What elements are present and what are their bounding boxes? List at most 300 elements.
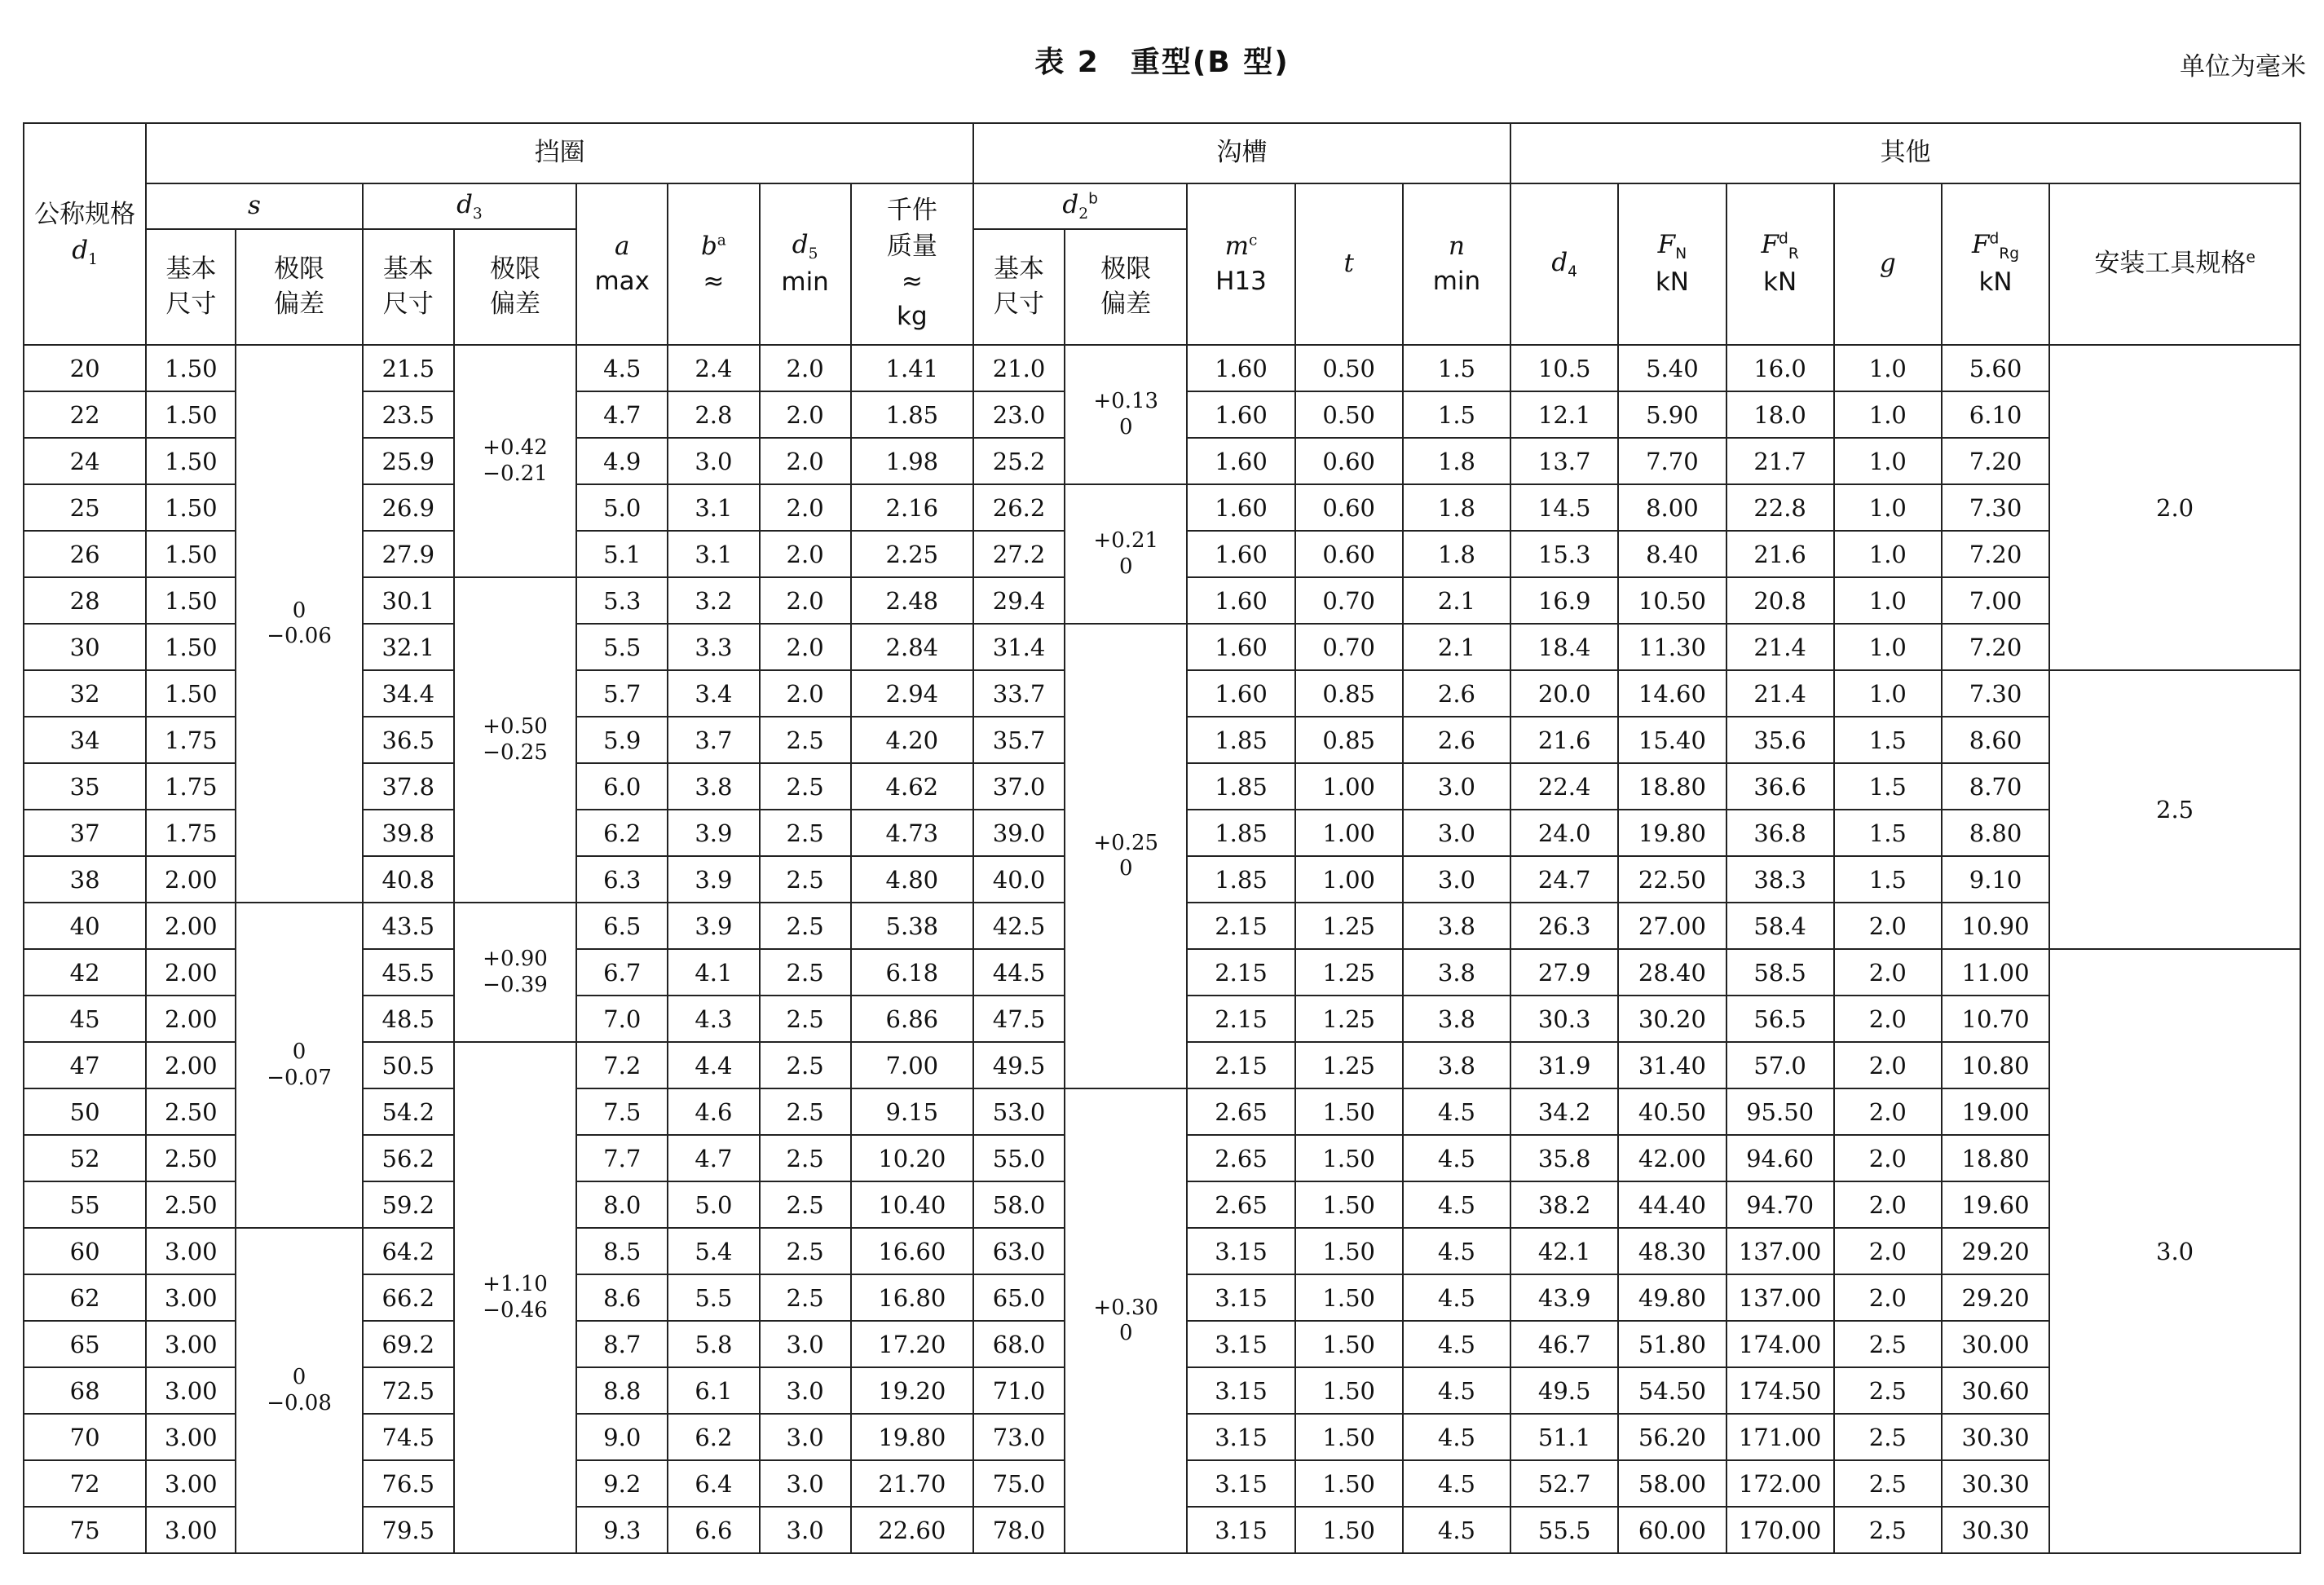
header-s-basic: 基本尺寸 — [146, 229, 236, 345]
cell-g: 1.0 — [1834, 438, 1942, 484]
cell-n: 4.5 — [1403, 1228, 1510, 1274]
cell-d4: 20.0 — [1510, 670, 1618, 717]
cell-d2: 53.0 — [973, 1088, 1065, 1135]
cell-FN: 7.70 — [1618, 438, 1726, 484]
cell-d3: 45.5 — [363, 949, 454, 996]
cell-FR: 16.0 — [1726, 345, 1834, 391]
cell-g: 2.0 — [1834, 1274, 1942, 1321]
cell-m: 3.15 — [1187, 1414, 1294, 1460]
cell-s: 1.75 — [146, 810, 236, 856]
cell-n: 4.5 — [1403, 1507, 1510, 1553]
cell-g: 1.0 — [1834, 484, 1942, 531]
cell-FR: 171.00 — [1726, 1414, 1834, 1460]
cell-b: 2.4 — [668, 345, 759, 391]
cell-g: 2.0 — [1834, 1042, 1942, 1088]
table-row — [24, 1088, 2300, 1135]
cell-FR: 20.8 — [1726, 577, 1834, 624]
header-t: t — [1295, 183, 1403, 345]
cell-tool: 2.5 — [2049, 670, 2300, 949]
cell-g: 2.0 — [1834, 903, 1942, 949]
header-d3-basic: 基本尺寸 — [363, 229, 454, 345]
cell-tool: 2.0 — [2049, 345, 2300, 670]
cell-a: 8.5 — [576, 1228, 668, 1274]
cell-s: 2.00 — [146, 856, 236, 903]
cell-d5: 3.0 — [760, 1367, 851, 1414]
cell-b: 3.9 — [668, 856, 759, 903]
cell-d4: 13.7 — [1510, 438, 1618, 484]
cell-a: 8.8 — [576, 1367, 668, 1414]
cell-t: 1.00 — [1295, 856, 1403, 903]
cell-mass: 6.86 — [851, 996, 973, 1042]
cell-mass: 4.73 — [851, 810, 973, 856]
cell-FRg: 7.20 — [1942, 624, 2049, 670]
header-d2-tolerance: 极限偏差 — [1065, 229, 1187, 345]
cell-d2: 27.2 — [973, 531, 1065, 577]
cell-FN: 56.20 — [1618, 1414, 1726, 1460]
cell-a: 9.2 — [576, 1460, 668, 1507]
cell-m: 2.65 — [1187, 1135, 1294, 1181]
cell-n: 4.5 — [1403, 1367, 1510, 1414]
cell-s: 2.00 — [146, 1042, 236, 1088]
cell-s: 2.50 — [146, 1135, 236, 1181]
cell-b: 5.4 — [668, 1228, 759, 1274]
cell-a: 5.9 — [576, 717, 668, 763]
cell-g: 2.0 — [1834, 996, 1942, 1042]
cell-d3: 25.9 — [363, 438, 454, 484]
cell-n: 1.5 — [1403, 391, 1510, 438]
cell-FRg: 7.30 — [1942, 670, 2049, 717]
cell-FRg: 30.30 — [1942, 1507, 2049, 1553]
cell-mass: 2.84 — [851, 624, 973, 670]
header-d5: $d_5$ min — [760, 183, 851, 345]
cell-FN: 11.30 — [1618, 624, 1726, 670]
cell-d3: 26.9 — [363, 484, 454, 531]
cell-m: 1.60 — [1187, 438, 1294, 484]
cell-n: 1.8 — [1403, 484, 1510, 531]
cell-t: 1.25 — [1295, 903, 1403, 949]
cell-FR: 58.4 — [1726, 903, 1834, 949]
cell-d1: 34 — [24, 717, 146, 763]
cell-n: 2.1 — [1403, 577, 1510, 624]
cell-t: 0.70 — [1295, 624, 1403, 670]
cell-b: 3.7 — [668, 717, 759, 763]
cell-mass: 2.16 — [851, 484, 973, 531]
s-tol-cell: 0 −0.08 — [236, 1228, 362, 1553]
cell-d3: 37.8 — [363, 763, 454, 810]
cell-t: 0.50 — [1295, 391, 1403, 438]
cell-d2: 58.0 — [973, 1181, 1065, 1228]
cell-d5: 2.5 — [760, 810, 851, 856]
cell-a: 7.0 — [576, 996, 668, 1042]
cell-FN: 5.40 — [1618, 345, 1726, 391]
cell-t: 1.00 — [1295, 763, 1403, 810]
cell-d5: 2.0 — [760, 484, 851, 531]
cell-d1: 60 — [24, 1228, 146, 1274]
cell-d1: 45 — [24, 996, 146, 1042]
cell-b: 3.9 — [668, 810, 759, 856]
cell-FN: 22.50 — [1618, 856, 1726, 903]
cell-d5: 2.5 — [760, 763, 851, 810]
cell-a: 6.7 — [576, 949, 668, 996]
cell-d1: 30 — [24, 624, 146, 670]
cell-FRg: 6.10 — [1942, 391, 2049, 438]
cell-b: 5.5 — [668, 1274, 759, 1321]
cell-d3: 30.1 — [363, 577, 454, 624]
cell-mass: 2.48 — [851, 577, 973, 624]
cell-g: 2.0 — [1834, 1135, 1942, 1181]
cell-FR: 22.8 — [1726, 484, 1834, 531]
cell-FN: 27.00 — [1618, 903, 1726, 949]
cell-d5: 2.0 — [760, 345, 851, 391]
cell-mass: 19.20 — [851, 1367, 973, 1414]
cell-s: 1.50 — [146, 670, 236, 717]
cell-n: 1.8 — [1403, 438, 1510, 484]
cell-m: 3.15 — [1187, 1228, 1294, 1274]
cell-t: 1.50 — [1295, 1228, 1403, 1274]
cell-d3: 79.5 — [363, 1507, 454, 1553]
cell-d2: 35.7 — [973, 717, 1065, 763]
cell-d3: 56.2 — [363, 1135, 454, 1181]
cell-d3: 69.2 — [363, 1321, 454, 1367]
cell-FN: 42.00 — [1618, 1135, 1726, 1181]
cell-FN: 14.60 — [1618, 670, 1726, 717]
cell-d2: 37.0 — [973, 763, 1065, 810]
cell-a: 7.5 — [576, 1088, 668, 1135]
cell-d4: 51.1 — [1510, 1414, 1618, 1460]
cell-s: 2.00 — [146, 996, 236, 1042]
cell-d1: 50 — [24, 1088, 146, 1135]
cell-d2: 78.0 — [973, 1507, 1065, 1553]
cell-m: 1.60 — [1187, 391, 1294, 438]
d3-tol-cell: +0.42 −0.21 — [454, 345, 576, 577]
cell-s: 2.50 — [146, 1088, 236, 1135]
cell-s: 2.00 — [146, 949, 236, 996]
d2-tol-cell: +0.13 0 — [1065, 345, 1187, 484]
cell-d1: 47 — [24, 1042, 146, 1088]
cell-FR: 170.00 — [1726, 1507, 1834, 1553]
cell-d4: 26.3 — [1510, 903, 1618, 949]
cell-d2: 23.0 — [973, 391, 1065, 438]
cell-d1: 68 — [24, 1367, 146, 1414]
cell-m: 1.85 — [1187, 810, 1294, 856]
cell-d3: 40.8 — [363, 856, 454, 903]
cell-n: 3.8 — [1403, 903, 1510, 949]
cell-FR: 94.60 — [1726, 1135, 1834, 1181]
cell-d2: 47.5 — [973, 996, 1065, 1042]
cell-n: 3.8 — [1403, 1042, 1510, 1088]
cell-d4: 42.1 — [1510, 1228, 1618, 1274]
cell-b: 4.7 — [668, 1135, 759, 1181]
cell-a: 5.1 — [576, 531, 668, 577]
cell-b: 3.1 — [668, 531, 759, 577]
cell-b: 3.2 — [668, 577, 759, 624]
cell-d1: 25 — [24, 484, 146, 531]
cell-a: 6.5 — [576, 903, 668, 949]
cell-FRg: 19.00 — [1942, 1088, 2049, 1135]
cell-s: 1.50 — [146, 438, 236, 484]
cell-t: 1.50 — [1295, 1507, 1403, 1553]
cell-FR: 21.7 — [1726, 438, 1834, 484]
cell-n: 4.5 — [1403, 1181, 1510, 1228]
d2-tol-cell: +0.25 0 — [1065, 624, 1187, 1088]
header-d4: $d_4$ — [1510, 183, 1618, 345]
cell-d4: 24.0 — [1510, 810, 1618, 856]
cell-d3: 59.2 — [363, 1181, 454, 1228]
cell-m: 1.60 — [1187, 531, 1294, 577]
cell-mass: 1.85 — [851, 391, 973, 438]
cell-FRg: 9.10 — [1942, 856, 2049, 903]
cell-d2: 26.2 — [973, 484, 1065, 531]
cell-d4: 18.4 — [1510, 624, 1618, 670]
cell-t: 1.50 — [1295, 1414, 1403, 1460]
cell-b: 3.9 — [668, 903, 759, 949]
s-tol-cell: 0 −0.06 — [236, 345, 362, 903]
cell-d5: 2.5 — [760, 949, 851, 996]
cell-t: 1.25 — [1295, 1042, 1403, 1088]
cell-d5: 2.5 — [760, 1135, 851, 1181]
cell-d4: 35.8 — [1510, 1135, 1618, 1181]
cell-g: 2.0 — [1834, 949, 1942, 996]
cell-FN: 10.50 — [1618, 577, 1726, 624]
cell-d2: 73.0 — [973, 1414, 1065, 1460]
cell-n: 3.0 — [1403, 763, 1510, 810]
cell-m: 1.85 — [1187, 856, 1294, 903]
cell-m: 3.15 — [1187, 1367, 1294, 1414]
cell-d3: 76.5 — [363, 1460, 454, 1507]
cell-n: 4.5 — [1403, 1274, 1510, 1321]
cell-n: 1.5 — [1403, 345, 1510, 391]
cell-t: 0.85 — [1295, 670, 1403, 717]
cell-FR: 36.6 — [1726, 763, 1834, 810]
cell-FN: 30.20 — [1618, 996, 1726, 1042]
cell-FRg: 7.20 — [1942, 438, 2049, 484]
cell-d4: 30.3 — [1510, 996, 1618, 1042]
cell-b: 4.1 — [668, 949, 759, 996]
cell-g: 1.0 — [1834, 345, 1942, 391]
cell-FR: 174.00 — [1726, 1321, 1834, 1367]
cell-d1: 37 — [24, 810, 146, 856]
cell-d4: 55.5 — [1510, 1507, 1618, 1553]
cell-FR: 172.00 — [1726, 1460, 1834, 1507]
header-d2: $d_2^b$ — [973, 183, 1187, 229]
cell-t: 0.60 — [1295, 531, 1403, 577]
cell-d3: 21.5 — [363, 345, 454, 391]
cell-m: 2.65 — [1187, 1181, 1294, 1228]
cell-mass: 7.00 — [851, 1042, 973, 1088]
cell-m: 3.15 — [1187, 1460, 1294, 1507]
cell-g: 1.0 — [1834, 577, 1942, 624]
cell-mass: 1.41 — [851, 345, 973, 391]
cell-d5: 2.5 — [760, 1181, 851, 1228]
cell-s: 3.00 — [146, 1321, 236, 1367]
cell-a: 6.2 — [576, 810, 668, 856]
d3-tol-cell: +0.50 −0.25 — [454, 577, 576, 903]
cell-m: 1.60 — [1187, 577, 1294, 624]
cell-m: 1.60 — [1187, 624, 1294, 670]
cell-FN: 60.00 — [1618, 1507, 1726, 1553]
header-g: g — [1834, 183, 1942, 345]
cell-s: 3.00 — [146, 1367, 236, 1414]
cell-FR: 21.4 — [1726, 624, 1834, 670]
cell-FN: 5.90 — [1618, 391, 1726, 438]
cell-FRg: 8.70 — [1942, 763, 2049, 810]
cell-g: 2.5 — [1834, 1414, 1942, 1460]
cell-n: 4.5 — [1403, 1460, 1510, 1507]
header-d2-basic: 基本尺寸 — [973, 229, 1065, 345]
cell-b: 6.6 — [668, 1507, 759, 1553]
cell-g: 1.5 — [1834, 856, 1942, 903]
header-ring: 挡圈 — [146, 123, 973, 183]
cell-d5: 2.0 — [760, 531, 851, 577]
cell-FN: 8.40 — [1618, 531, 1726, 577]
cell-s: 1.75 — [146, 717, 236, 763]
cell-t: 1.00 — [1295, 810, 1403, 856]
cell-s: 1.50 — [146, 484, 236, 531]
cell-d3: 54.2 — [363, 1088, 454, 1135]
cell-s: 1.50 — [146, 345, 236, 391]
cell-b: 3.3 — [668, 624, 759, 670]
cell-s: 1.50 — [146, 577, 236, 624]
cell-g: 1.0 — [1834, 531, 1942, 577]
cell-m: 2.15 — [1187, 996, 1294, 1042]
cell-m: 2.15 — [1187, 903, 1294, 949]
cell-FRg: 18.80 — [1942, 1135, 2049, 1181]
cell-t: 1.50 — [1295, 1181, 1403, 1228]
cell-b: 5.0 — [668, 1181, 759, 1228]
cell-FR: 137.00 — [1726, 1274, 1834, 1321]
header-other: 其他 — [1510, 123, 2300, 183]
cell-b: 6.1 — [668, 1367, 759, 1414]
header-fr: $F^d_R$ kN — [1726, 183, 1834, 345]
cell-g: 1.5 — [1834, 810, 1942, 856]
cell-mass: 10.40 — [851, 1181, 973, 1228]
cell-a: 7.7 — [576, 1135, 668, 1181]
cell-d5: 3.0 — [760, 1321, 851, 1367]
cell-FRg: 10.80 — [1942, 1042, 2049, 1088]
cell-d2: 31.4 — [973, 624, 1065, 670]
cell-d3: 27.9 — [363, 531, 454, 577]
cell-d5: 2.0 — [760, 577, 851, 624]
cell-m: 1.60 — [1187, 345, 1294, 391]
cell-tool: 3.0 — [2049, 949, 2300, 1553]
cell-FN: 28.40 — [1618, 949, 1726, 996]
cell-d2: 65.0 — [973, 1274, 1065, 1321]
cell-FRg: 7.30 — [1942, 484, 2049, 531]
cell-mass: 22.60 — [851, 1507, 973, 1553]
cell-s: 2.50 — [146, 1181, 236, 1228]
cell-FN: 15.40 — [1618, 717, 1726, 763]
cell-FR: 174.50 — [1726, 1367, 1834, 1414]
cell-FRg: 30.30 — [1942, 1414, 2049, 1460]
cell-d4: 24.7 — [1510, 856, 1618, 903]
cell-FN: 19.80 — [1618, 810, 1726, 856]
header-frg: $F^d_{Rg}$ kN — [1942, 183, 2049, 345]
cell-b: 4.6 — [668, 1088, 759, 1135]
cell-d4: 22.4 — [1510, 763, 1618, 810]
cell-n: 4.5 — [1403, 1414, 1510, 1460]
cell-a: 5.3 — [576, 577, 668, 624]
table-body — [24, 345, 2300, 1553]
cell-s: 1.50 — [146, 531, 236, 577]
cell-b: 6.4 — [668, 1460, 759, 1507]
cell-FR: 21.4 — [1726, 670, 1834, 717]
cell-s: 1.50 — [146, 624, 236, 670]
cell-b: 5.8 — [668, 1321, 759, 1367]
cell-FN: 44.40 — [1618, 1181, 1726, 1228]
cell-d1: 24 — [24, 438, 146, 484]
cell-FRg: 8.60 — [1942, 717, 2049, 763]
cell-mass: 4.62 — [851, 763, 973, 810]
cell-s: 2.00 — [146, 903, 236, 949]
cell-d5: 3.0 — [760, 1414, 851, 1460]
cell-FRg: 7.00 — [1942, 577, 2049, 624]
cell-m: 1.85 — [1187, 717, 1294, 763]
cell-n: 4.5 — [1403, 1321, 1510, 1367]
cell-a: 9.3 — [576, 1507, 668, 1553]
header-fn: $F_N$ kN — [1618, 183, 1726, 345]
cell-d4: 21.6 — [1510, 717, 1618, 763]
cell-s: 3.00 — [146, 1274, 236, 1321]
header-s: s — [146, 183, 362, 229]
cell-mass: 6.18 — [851, 949, 973, 996]
cell-d2: 40.0 — [973, 856, 1065, 903]
cell-t: 0.60 — [1295, 484, 1403, 531]
cell-n: 1.8 — [1403, 531, 1510, 577]
cell-d5: 3.0 — [760, 1507, 851, 1553]
cell-d4: 34.2 — [1510, 1088, 1618, 1135]
cell-FR: 56.5 — [1726, 996, 1834, 1042]
cell-m: 2.15 — [1187, 949, 1294, 996]
cell-a: 6.3 — [576, 856, 668, 903]
cell-d2: 68.0 — [973, 1321, 1065, 1367]
cell-d3: 66.2 — [363, 1274, 454, 1321]
cell-d1: 62 — [24, 1274, 146, 1321]
cell-d3: 34.4 — [363, 670, 454, 717]
cell-d2: 33.7 — [973, 670, 1065, 717]
cell-a: 4.9 — [576, 438, 668, 484]
cell-s: 3.00 — [146, 1507, 236, 1553]
cell-d2: 29.4 — [973, 577, 1065, 624]
cell-b: 3.0 — [668, 438, 759, 484]
cell-t: 1.50 — [1295, 1135, 1403, 1181]
cell-s: 1.75 — [146, 763, 236, 810]
cell-g: 2.0 — [1834, 1228, 1942, 1274]
cell-d3: 39.8 — [363, 810, 454, 856]
cell-FR: 94.70 — [1726, 1181, 1834, 1228]
cell-b: 2.8 — [668, 391, 759, 438]
cell-d1: 38 — [24, 856, 146, 903]
cell-d1: 70 — [24, 1414, 146, 1460]
cell-d2: 44.5 — [973, 949, 1065, 996]
d3-tol-cell: +0.90 −0.39 — [454, 903, 576, 1042]
cell-s: 3.00 — [146, 1228, 236, 1274]
cell-mass: 16.80 — [851, 1274, 973, 1321]
cell-n: 2.6 — [1403, 717, 1510, 763]
cell-b: 3.1 — [668, 484, 759, 531]
cell-mass: 4.20 — [851, 717, 973, 763]
cell-FRg: 29.20 — [1942, 1228, 2049, 1274]
cell-d1: 28 — [24, 577, 146, 624]
cell-d5: 2.5 — [760, 1228, 851, 1274]
cell-d2: 55.0 — [973, 1135, 1065, 1181]
cell-d4: 49.5 — [1510, 1367, 1618, 1414]
cell-d1: 35 — [24, 763, 146, 810]
cell-b: 3.4 — [668, 670, 759, 717]
cell-d5: 2.5 — [760, 996, 851, 1042]
cell-d1: 22 — [24, 391, 146, 438]
cell-m: 1.60 — [1187, 670, 1294, 717]
cell-t: 0.60 — [1295, 438, 1403, 484]
